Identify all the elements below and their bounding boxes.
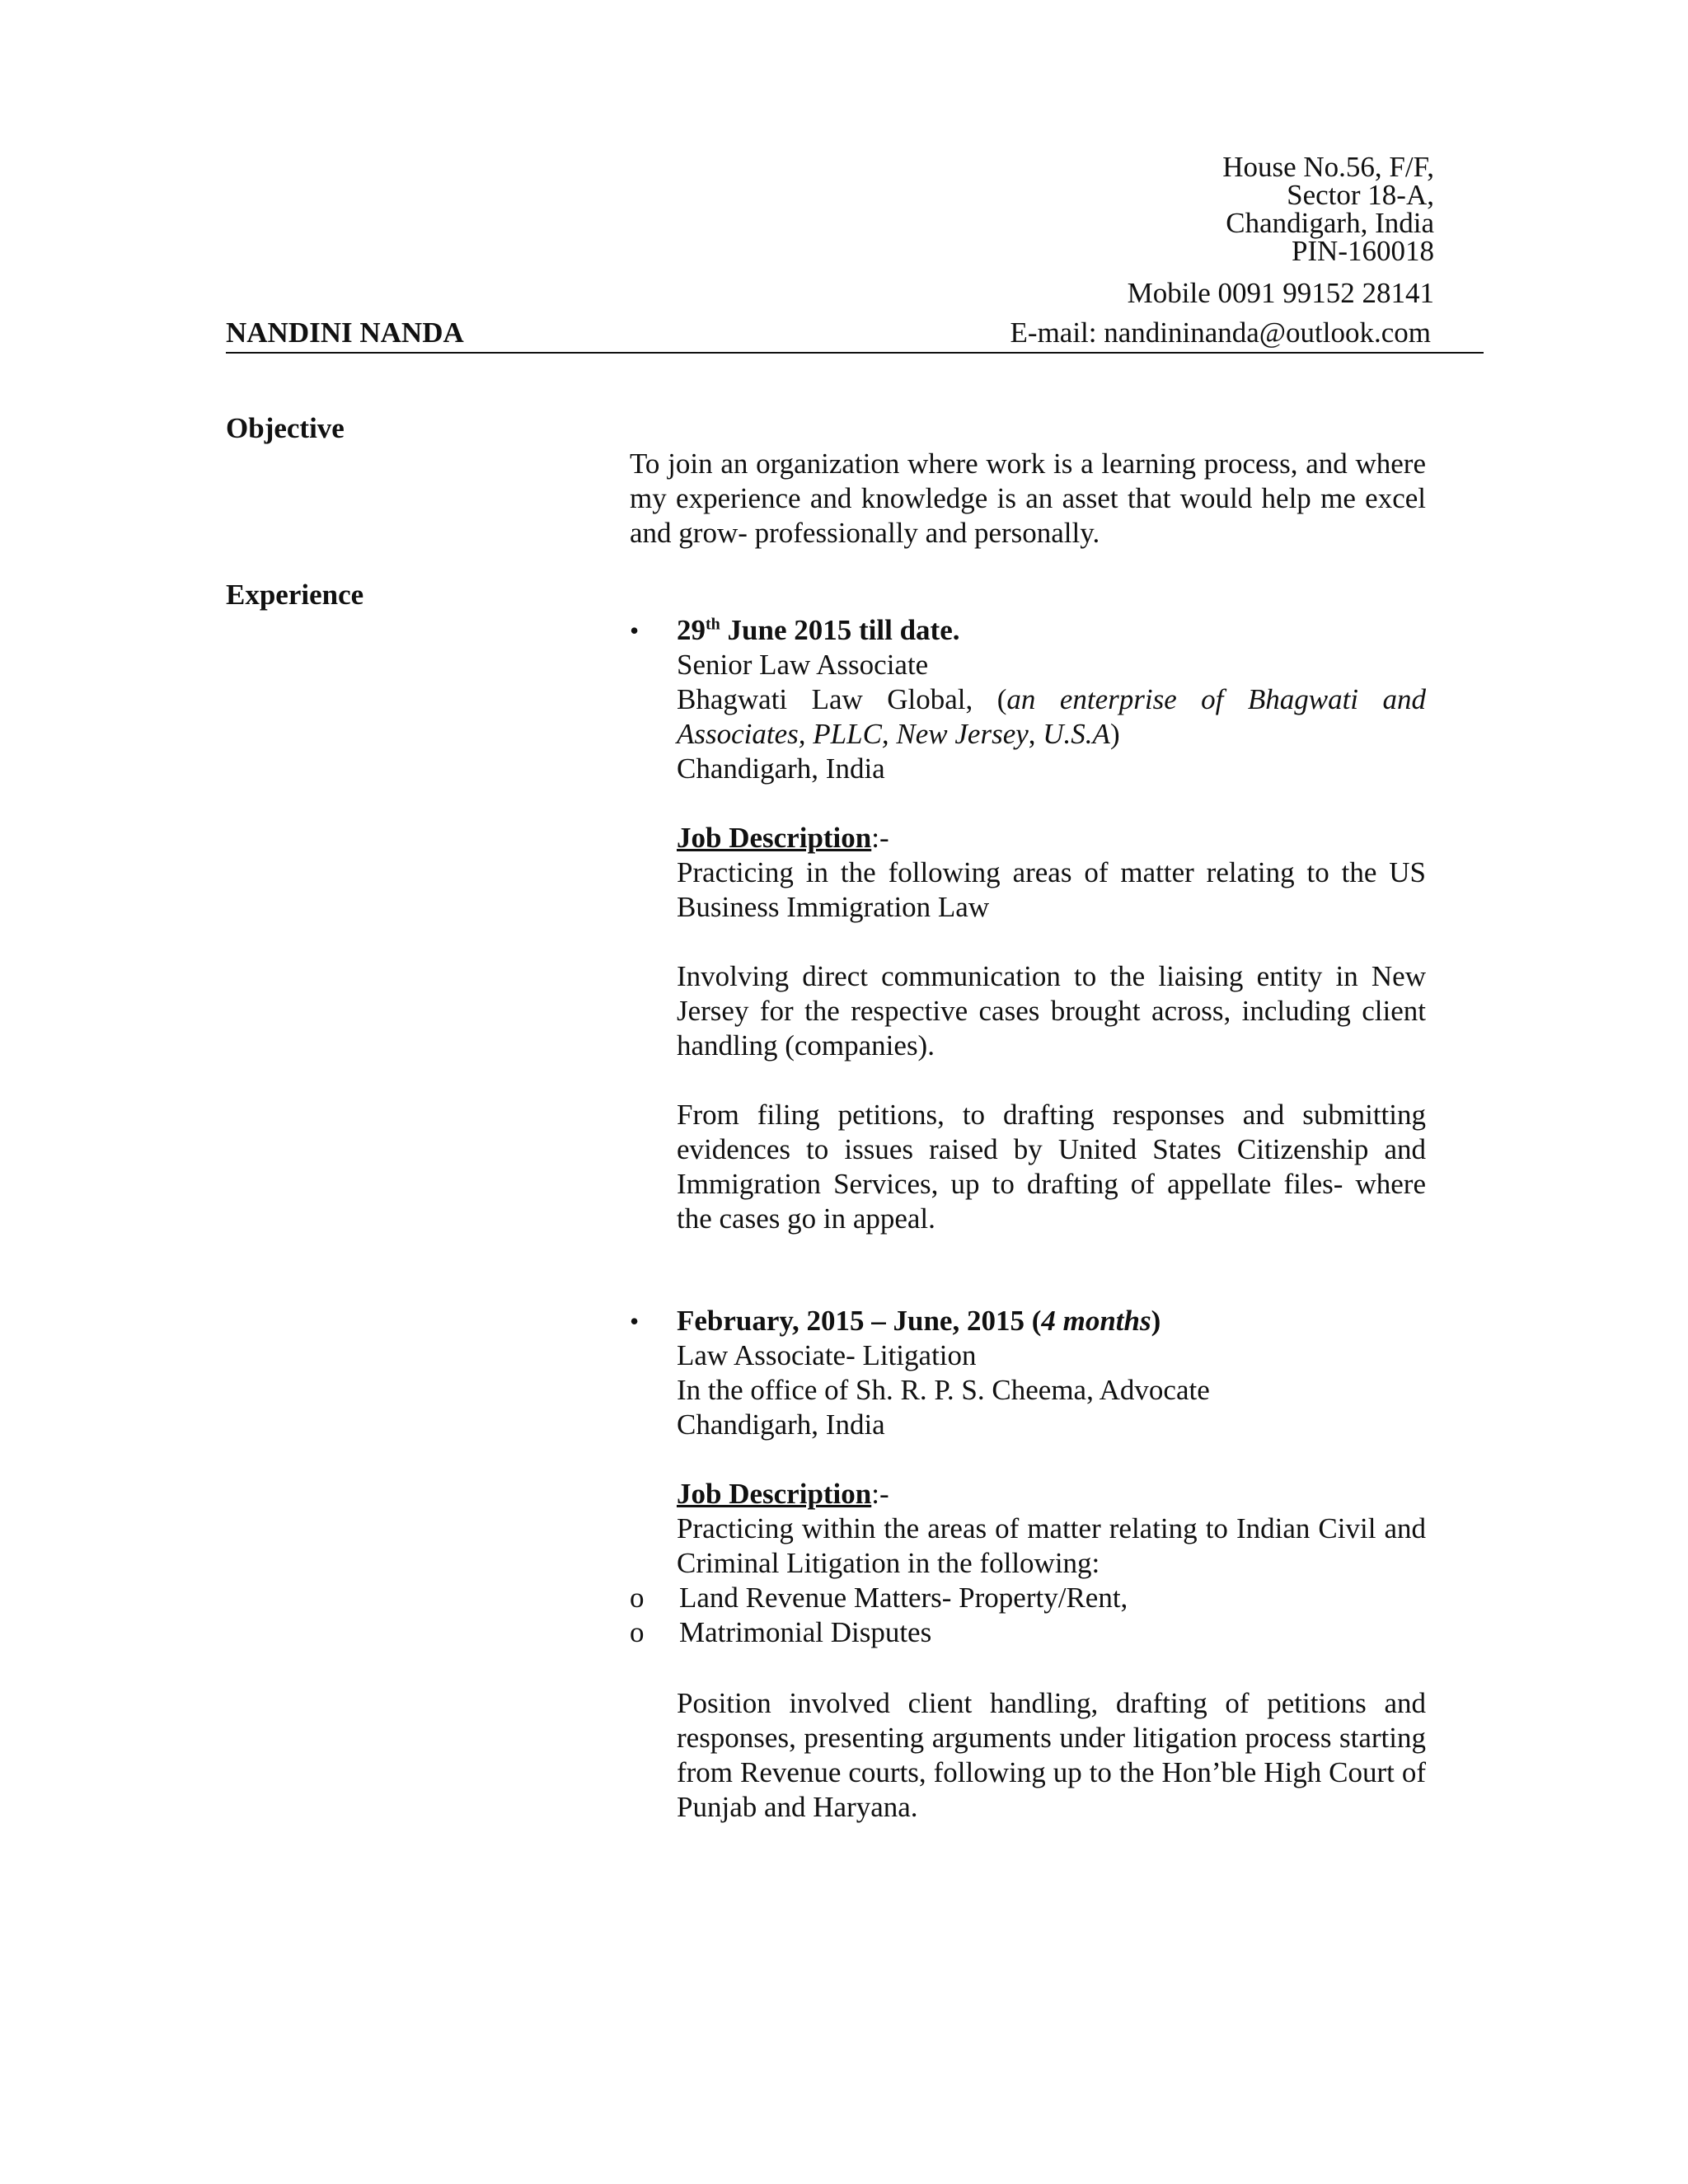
period-rest: June 2015 till date.	[720, 614, 960, 646]
job-closing-paragraph: Position involved client handling, drafting of petitions and responses, presenting arguments under litigation process starting from Revenue courts, following up to the Hon’ble High Court of Punjab and Haryana.	[677, 1687, 1426, 1823]
job-title: Law Associate- Litigation	[677, 1339, 977, 1371]
job-paragraph: From filing petitions, to drafting responses and submitting evidences to issues raised by United States Citizenship and Immigration Services, up to drafting of appellate files- where the cases go in appeal.	[677, 1099, 1426, 1235]
job-period	[677, 613, 1426, 648]
org-prefix: Bhagwati Law Global, (	[677, 683, 1007, 715]
address-block	[1222, 153, 1434, 265]
period-duration: 4 months	[1041, 1305, 1151, 1337]
job-location: Chandigarh, India	[677, 1408, 885, 1441]
circle-bullet-icon: o	[630, 1616, 645, 1648]
jd-heading-text: Job Description	[677, 822, 872, 854]
address-line: PIN-160018	[1291, 235, 1434, 267]
job-description-heading	[677, 1477, 1426, 1511]
job-intro: Practicing within the areas of matter relating to Indian Civil and Criminal Litigation in the following:	[677, 1512, 1426, 1579]
period-day: 29	[677, 614, 706, 646]
list-item	[630, 1581, 1426, 1615]
objective-heading: Objective	[226, 412, 345, 444]
period-close: )	[1151, 1305, 1161, 1337]
job-organization: In the office of Sh. R. P. S. Cheema, Advocate	[677, 1374, 1210, 1406]
job-period	[677, 1304, 1426, 1338]
circle-bullet-icon: o	[630, 1582, 645, 1614]
org-comma: ,	[1028, 718, 1043, 750]
job-description-heading	[677, 821, 1426, 855]
org-suffix: )	[1109, 718, 1120, 750]
jd-heading-suffix: :-	[871, 1478, 889, 1510]
jd-heading-text: Job Description	[677, 1478, 872, 1510]
org-italic: an enterprise of Bhagwati and Associates, PLLC, New Jersey	[677, 683, 1426, 750]
bullet-icon: •	[630, 616, 640, 645]
bullet-icon: •	[630, 1306, 640, 1336]
period-ordinal: th	[706, 615, 720, 634]
email-address: E-mail: nandininanda@outlook.com	[1010, 316, 1431, 349]
address-line: Chandigarh, India	[1226, 207, 1434, 239]
job-paragraph: Practicing in the following areas of matter relating to the US Business Immigration Law	[677, 856, 1426, 923]
candidate-name: NANDINI NANDA	[226, 316, 464, 349]
header-divider	[226, 352, 1484, 354]
jd-heading-suffix: :-	[871, 822, 889, 854]
address-line: Sector 18-A,	[1287, 179, 1434, 211]
list-item-text: Land Revenue Matters- Property/Rent,	[679, 1582, 1128, 1614]
job-location: Chandigarh, India	[677, 752, 885, 785]
experience-item	[630, 613, 1426, 1236]
list-item	[630, 1615, 1426, 1650]
experience-item	[630, 1304, 1426, 1825]
job-paragraph: Involving direct communication to the liaising entity in New Jersey for the respective cases brought across, including client handling (companies).	[677, 960, 1426, 1062]
list-item-text: Matrimonial Disputes	[679, 1616, 932, 1648]
matter-list	[630, 1581, 1426, 1650]
experience-heading: Experience	[226, 579, 364, 611]
job-title: Senior Law Associate	[677, 649, 929, 681]
objective-text: To join an organization where work is a learning process, and where my experience and knowledge is an asset that would help me excel and grow- professionally and personally.	[630, 448, 1426, 549]
period-main: February, 2015 – June, 2015 (	[677, 1305, 1042, 1337]
mobile-number: Mobile 0091 99152 28141	[1127, 277, 1434, 309]
address-line: House No.56, F/F,	[1222, 151, 1434, 183]
job-organization	[677, 682, 1426, 752]
org-country: U.S.A	[1043, 718, 1110, 750]
